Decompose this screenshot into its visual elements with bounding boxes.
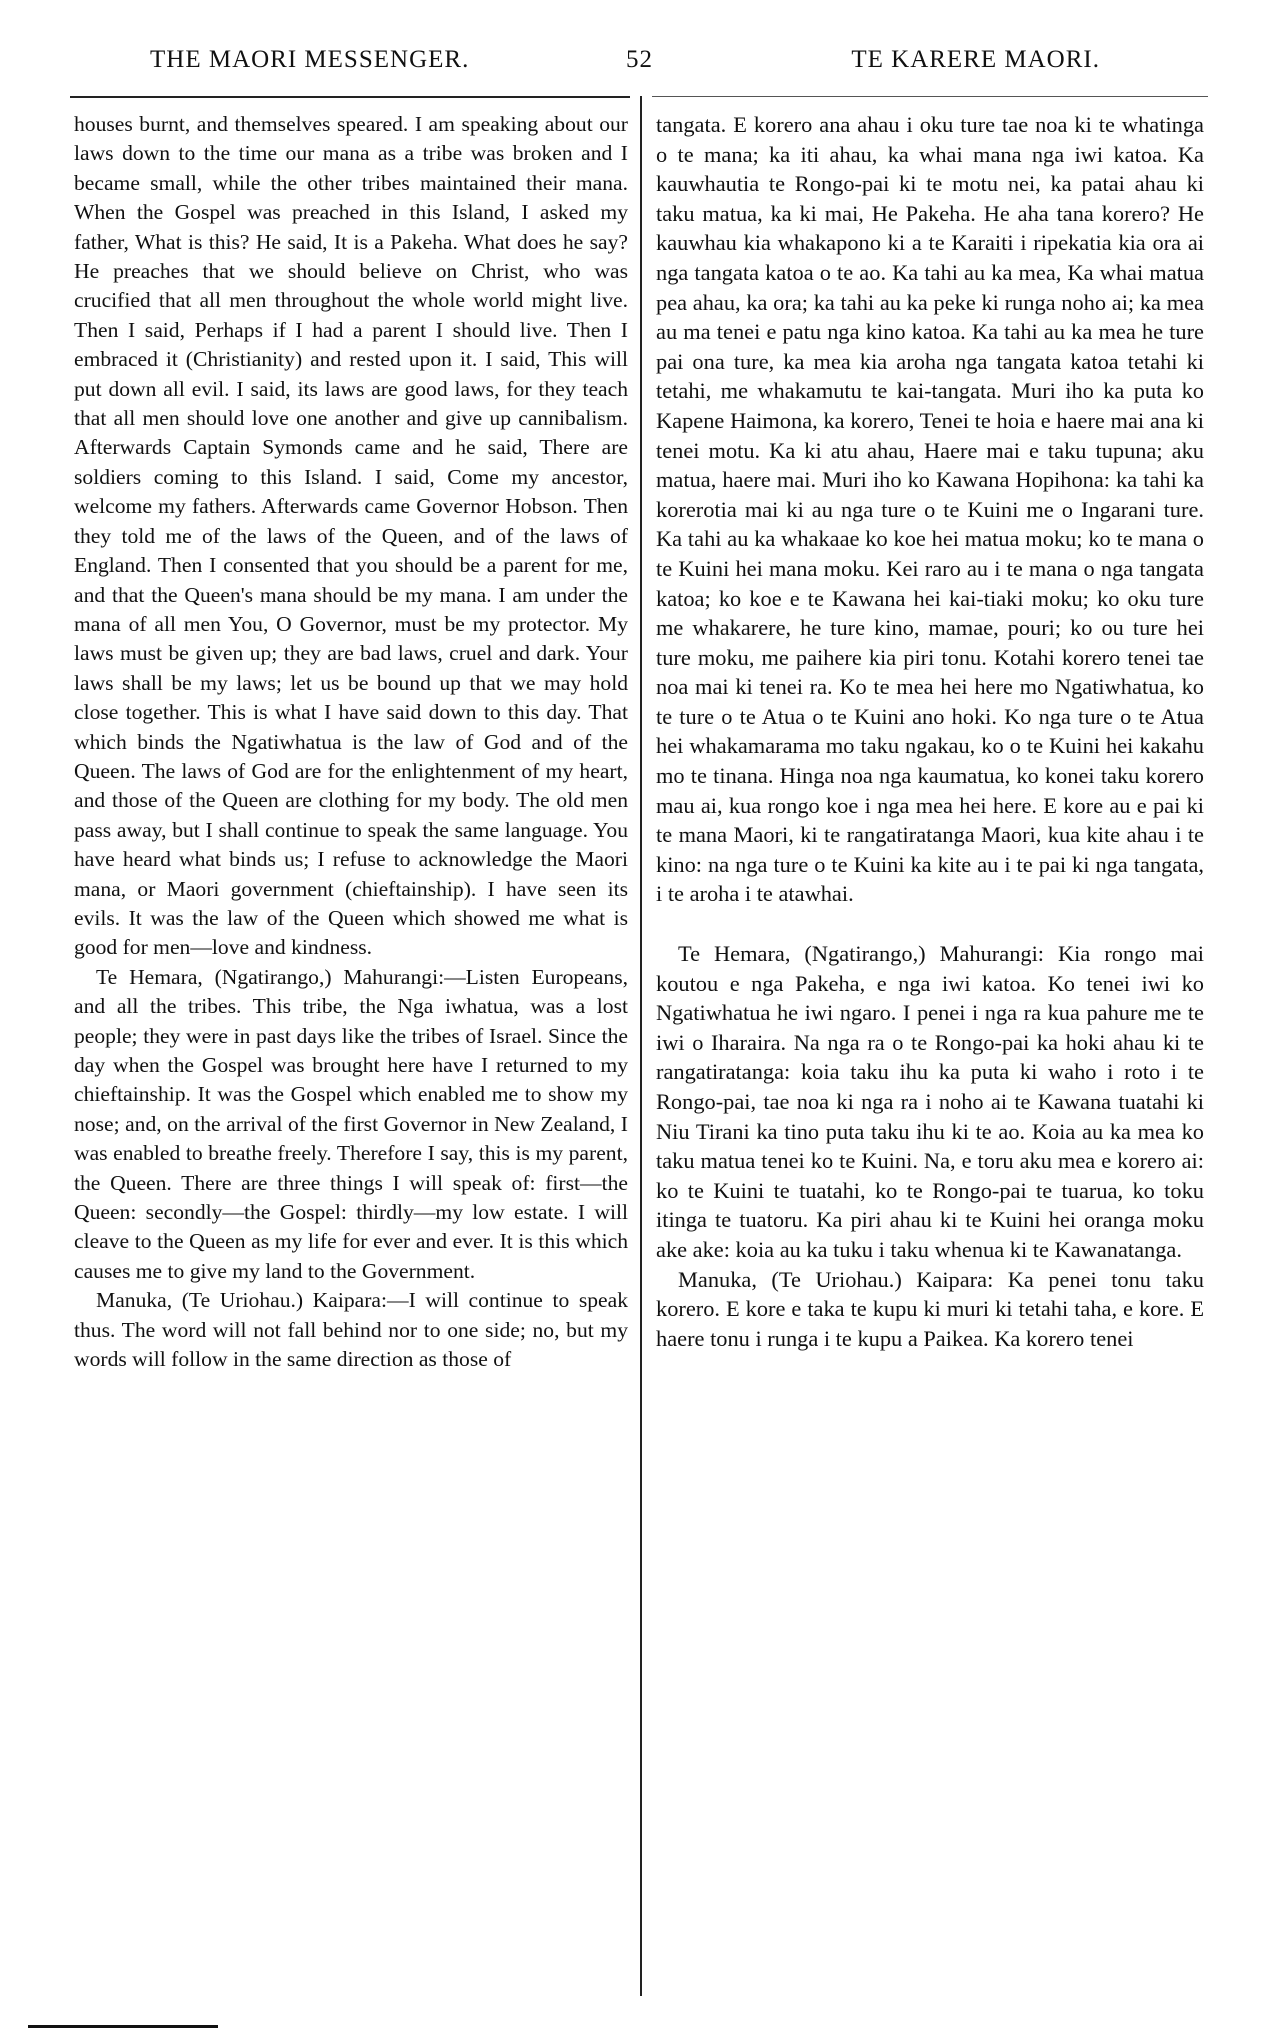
page-header [120, 40, 1160, 80]
maori-paragraph-2: Te Hemara, (Ngatirango,) Mahurangi: Kia rongo mai koutou e nga Pakeha, e nga iwi katoa. Ko tenei iwi ko Ngatiwhatua he iwi ngaro. I penei i nga ra kua pahure me te iwi o Iharaira. Na nga ra o te Rongo-pai ka hoki ahau ki te rangatiratanga: koia taku ihu ka puta ki waho i roto i te Rongo-pai, tae noa ki nga ra i noho ai te Kawana tuatahi ki Niu Tirani ka tino puta taku ihu ki te ao. Koia au ka mea ko taku matua tenei ko te Kuini. Na, e toru aku mea e korero ai: ko te Kuini te tuatahi, ko te Rongo-pai te tuarua, ko toku itinga te tuatoru. Ka piri ahau ki te Kuini hei oranga moku ake ake: koia au ka tuku i taku whenua ki te Kawanatanga. [656, 941, 1204, 1262]
header-maori-title: TE KARERE MAORI. [851, 46, 1100, 73]
maori-paragraph-3: Manuka, (Te Uriohau.) Kaipara: Ka penei tonu taku korero. E kore e taka te kupu ki muri ki tetahi taha, e kore. E haere tonu i runga i te kupu a Paikea. Ka korero tenei [656, 1266, 1204, 1351]
english-paragraph-2: Te Hemara, (Ngatirango,) Mahurangi:—Listen Europeans, and all the tribes. This tribe, the Nga iwhatua, was a lost people; they were in past days like the tribes of Israel. Since the day when the Gospel was brought here have I returned to my chieftainship. It was the Gospel which enabled me to show my nose; and, on the arrival of the first Governor in New Zealand, I was enabled to breathe freely. Therefore I say, this is my parent, the Queen. There are three things I will speak of: first—the Queen: secondly—the Gospel: thirdly—my low estate. I will cleave to the Queen as my life for ever and ever. It is this which causes me to give my land to the Government. [74, 964, 628, 1283]
english-paragraph-1: houses burnt, and themselves speared. I am speaking about our laws down to the time our mana as a tribe was broken and I became small, while the other tribes maintained their mana. When the Gospel was preached in this Island, I asked my father, What is this? He said, It is a Pakeha. What does he say? He preaches that we should believe on Christ, who was crucified that all men throughout the whole world might live. Then I said, Perhaps if I had a parent I should live. Then I embraced it (Christianity) and rested upon it. I said, This will put down all evil. I said, its laws are good laws, for they teach that all men should love one another and give up cannibalism. Afterwards Captain Symonds came and he said, There are soldiers coming to this Island. I said, Come my ancestor, welcome my fathers. Afterwards came Governor Hobson. Then they told me of the laws of the Queen, and of the laws of England. Then I consented that you should be a parent for me, and that the Queen's mana should be my mana. I am under the mana of all men You, O Governor, must be my protector. My laws must be given up; they are bad laws, cruel and dark. Your laws shall be my laws; let us be bound up that we may hold close together. This is what I have said down to this day. That which binds the Ngatiwhatua is the law of God and of the Queen. The laws of God are for the enlightenment of my heart, and those of the Queen are clothing for my body. The old men pass away, but I shall continue to speak the same language. You have heard what binds us; I refuse to acknowledge the Maori mana, or Maori government (chieftainship). I have seen its evils. It was the law of the Queen which showed me what is good for men—love and kindness. [74, 112, 628, 960]
header-rule-left [70, 96, 630, 98]
header-rule-right [652, 96, 1208, 97]
maori-column [656, 110, 1204, 1353]
english-paragraph-3: Manuka, (Te Uriohau.) Kaipara:—I will continue to speak thus. The word will not fall behind nor to one side; no, but my words will follow in the same direction as those of [74, 1288, 628, 1372]
header-english-title: THE MAORI MESSENGER. [150, 46, 470, 73]
page-number: 52 [626, 46, 653, 73]
maori-paragraph-1: tangata. E korero ana ahau i oku ture tae noa ki te whatinga o te mana; ka iti ahau, ka whai mana nga iwi katoa. Ka kauwhautia te Rongo-pai ki te motu nei, ka patai ahau ki taku matua, ka ki mai, He Pakeha. He aha tana korero? He kauwhau kia whakapono ki a te Karaiti i ripekatia kia ora ai nga tangata katoa o te ao. Ka tahi au ka mea, Ka whai matua pea ahau, ka ora; ka tahi au ka peke ki runga noho ai; ka mea au ma tenei e patu nga kino katoa. Ka tahi au ka mea he ture pai ona ture, ka mea kia aroha nga tangata katoa tetahi ki tetahi, me whakamutu te kai-tangata. Muri iho ka puta ko Kapene Haimona, ka korero, Tenei te hoia e haere mai ana ki tenei motu. Ka ki atu ahau, Haere mai e taku tupuna; aku matua, haere mai. Muri iho ko Kawana Hopihona: ka tahi ka korerotia mai ki au nga ture o te Kuini me o Ingarani ture. Ka tahi au ka whakaae ko koe hei matua moku; ko te mana o te Kuini hei mana moku. Kei raro au i te mana o nga tangata katoa; ko koe e te Kawana hei kai-tiaki moku; ko oku ture me whakarere, he ture kino, mamae, pouri; ko ou ture hei ture moku, me paihere kia piri tonu. Kotahi korero tenei tae noa mai ki tenei ra. Ko te mea hei here mo Ngatiwhatua, ko te ture o te Atua o te Kuini ano hoki. Ko nga ture o te Atua hei whakamarama mo taku ngakau, ko o te Kuini hei kakahu mo te tinana. Hinga noa nga kaumatua, ko konei taku korero mau ai, kua rongo koe i nga mea hei here. E kore au e pai ki te mana Maori, ki te rangatiratanga Maori, kua kite ahau i te kino: na nga ture o te Kuini ka kite au i te pai ki nga tangata, i te aroha i te atawhai. [656, 112, 1204, 907]
footer-rule [28, 2025, 218, 2028]
column-divider [640, 96, 642, 1996]
english-column [74, 110, 628, 1374]
